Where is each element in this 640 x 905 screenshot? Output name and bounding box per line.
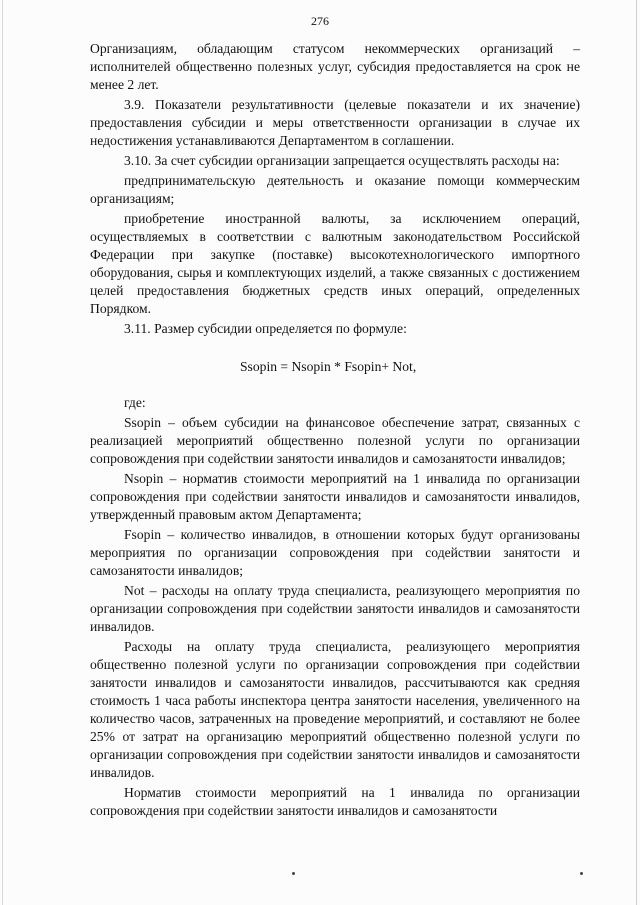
document-body (90, 40, 580, 820)
definition-ssopin: Ssopin – объем субсидии на финансовое обеспечение затрат, связанных с реализацией мероприятий общественно полезной услуги по организации сопровождения при содействии занятости инвалидов и самозанятости инвалидов; (90, 415, 580, 466)
definition-nsopin: Nsopin – норматив стоимости мероприятий на 1 инвалида по организации сопровождения при содействии занятости инвалидов и самозанятости инвалидов, утвержденный правовым актом Департамента; (90, 471, 580, 522)
paragraph-labor-costs: Расходы на оплату труда специалиста, реализующего мероприятия общественно полезной услуги по организации сопровождения при содействии занятости инвалидов и самозанятости инвалидов, рассчитываются как средняя стоимость 1 часа работы инспектора центра занятости населения, увеличенного на количество часов, затраченных на проведение мероприятий, и составляют не более 25% от затрат на организацию мероприятий общественно полезной услуги по организации сопровождения при содействии занятости инвалидов и самозанятости инвалидов. (90, 639, 580, 780)
paragraph-status-nko: Организациям, обладающим статусом некоммерческих организаций – исполнителей общественно полезных услуг, субсидия предоставляется на срок не менее 2 лет. (90, 41, 580, 92)
paragraph-normative: Норматив стоимости мероприятий на 1 инвалида по организации сопровождения при содействии занятости инвалидов и самозанятости (90, 785, 580, 818)
scan-edge-right (636, 0, 637, 905)
list-item-currency: приобретение иностранной валюты, за исключением операций, осуществляемых в соответствии с валютным законодательством Российской Федерации при закупке (поставке) высокотехнологического импортного оборудования, сырья и комплектующих изделий, а также связанных с достижением целей предоставления бюджетных средств иных операций, определенных Порядком. (90, 211, 580, 316)
scan-edge-left (2, 0, 3, 905)
paragraph-3-11: 3.11. Размер субсидии определяется по формуле: (124, 321, 407, 336)
definition-fsopin: Fsopin – количество инвалидов, в отношении которых будут организованы мероприятия по организации сопровождения при содействии занятости и самозанятости инвалидов; (90, 527, 580, 578)
scan-mark (580, 872, 583, 875)
definition-not: Not – расходы на оплату труда специалиста, реализующего мероприятия по организации сопровождения при содействии занятости инвалидов и самозанятости инвалидов. (90, 583, 580, 634)
list-item-entrepreneurship: предпринимательскую деятельность и оказание помощи коммерческим организациям; (90, 173, 580, 206)
page-number: 276 (311, 14, 329, 28)
paragraph-3-9: 3.9. Показатели результативности (целевые показатели и их значение) предоставления субсидии и меры ответственности организации в случае их недостижения устанавливаются Департаментом в соглашении. (90, 97, 580, 148)
subsidy-formula: Ssopin = Nsopin * Fsopin+ Not, (240, 359, 417, 374)
where-label: где: (124, 395, 146, 410)
paragraph-3-10: 3.10. За счет субсидии организации запрещается осуществлять расходы на: (124, 153, 560, 168)
scan-mark (292, 872, 295, 875)
